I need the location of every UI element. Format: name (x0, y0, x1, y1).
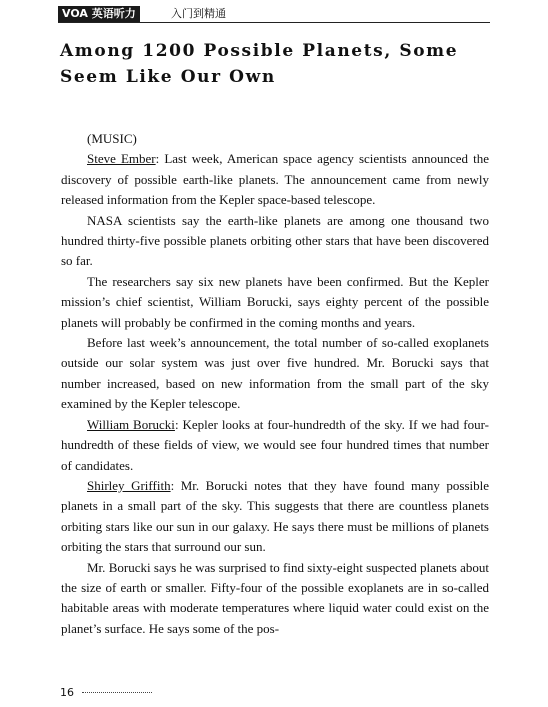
page-footer (60, 686, 152, 699)
running-header (58, 6, 490, 23)
speaker-name: Steve Ember (87, 151, 156, 167)
paragraph: William Borucki: Kepler looks at four-hundredth of the sky. If we had four-hundredth of these fields of view, we would see four hundred times that number of candidates. (61, 416, 489, 473)
article-title: Among 1200 Possible Planets, Some Seem Like Our Own (60, 41, 459, 87)
speaker-name: Shirley Griffith (87, 477, 171, 493)
paragraph: NASA scientists say the earth-like planets are among one thousand two hundred thirty-five possible planets orbiting other stars that have been discovered so far. (61, 212, 489, 269)
paragraph: The researchers say six new planets have been confirmed. But the Kepler mission’s chief scientist, William Borucki, says eighty percent of the possible planets will probably be confirmed in the coming months and years. (61, 273, 489, 330)
paragraph: Before last week’s announcement, the total number of so-called exoplanets outside our solar system was just over five hundred. Mr. Borucki says that number increased, based on new information from the small part of the sky examined by the Kepler telescope. (61, 335, 489, 412)
page-number: 16 (60, 686, 74, 699)
paragraph: Steve Ember: Last week, American space agency scientists announced the discovery of possible earth-like planets. The announcement came from newly released information from the Kepler space-based telescope. (61, 151, 489, 208)
paragraph: Shirley Griffith: Mr. Borucki notes that they have found many possible planets in a small part of the sky. This suggests that there are countless planets orbiting stars like our sun in our galaxy. He says there must be millions of planets orbiting the stars that surround our sun. (61, 477, 490, 555)
article-body (61, 129, 489, 639)
paragraph: Mr. Borucki says he was surprised to find sixty-eight suspected planets about the size of earth or smaller. Fifty-four of the possible exoplanets are in so-called habitable areas with moderate temperatures where liquid water could exist on the planet’s surface. He says some of the pos- (61, 559, 489, 636)
header-badge: VOA 英语听力 (58, 6, 140, 22)
header-subtitle: 入门到精通 (171, 7, 226, 20)
paragraph-music: (MUSIC) (87, 131, 137, 146)
speaker-name: William Borucki (87, 416, 175, 432)
footer-dotted-rule (82, 692, 152, 694)
